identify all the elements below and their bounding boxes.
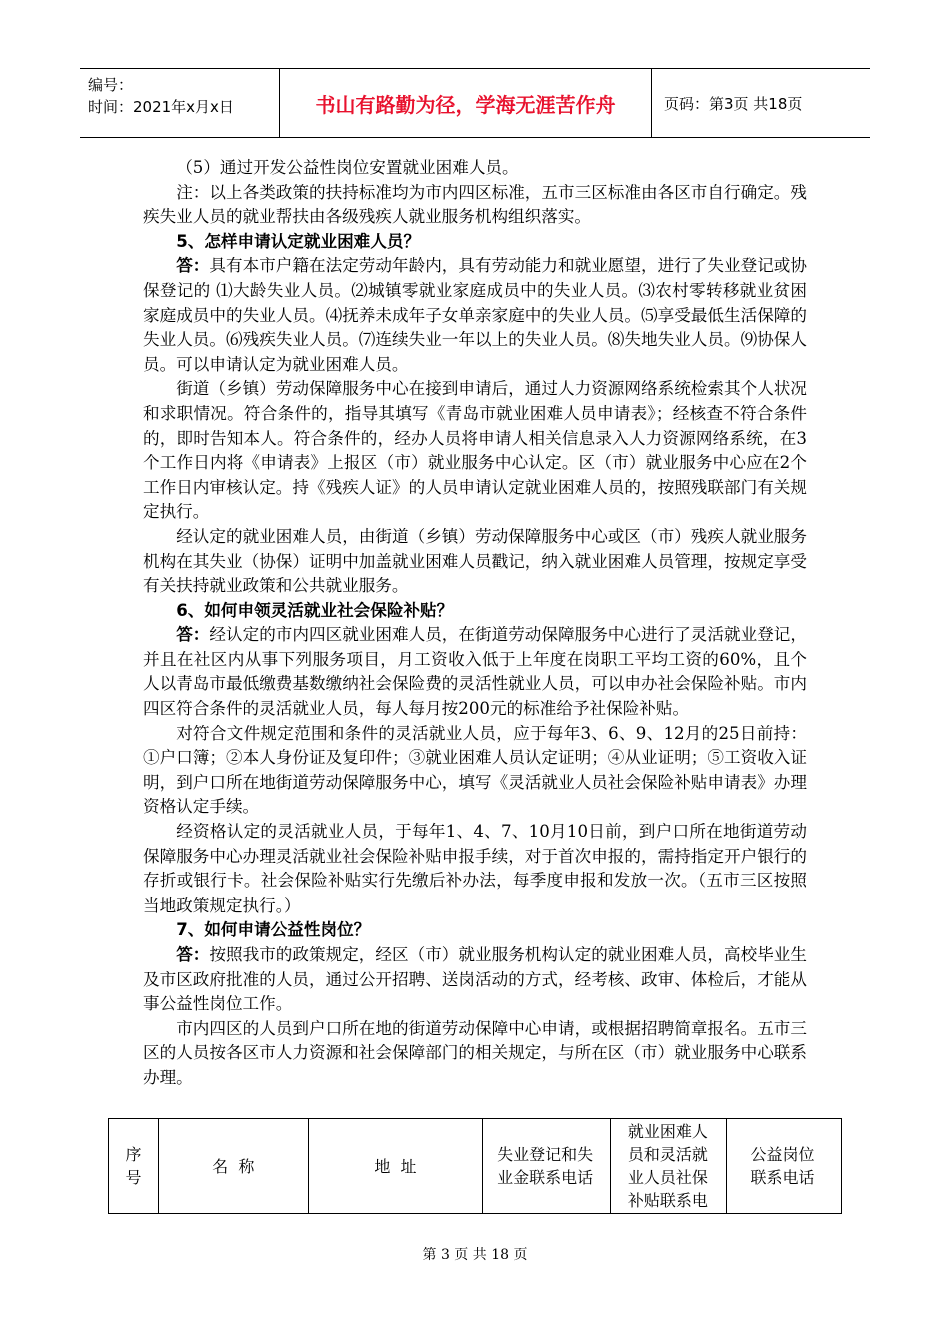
answer-lead: 答： [176,625,210,645]
answer-paragraph [143,623,807,721]
answer-text: 具有本市户籍在法定劳动年龄内，具有劳动能力和就业愿望，进行了失业登记或协保登记的 ⑴大龄失业人员。⑵城镇零就业家庭成员中的失业人员。⑶农村零转移就业贫困家庭成员中的失业人员。⑷抚养未成年子女单亲家庭中的失业人员。⑸享受最低生活保障的失业人员。⑹残疾失业人员。⑺连续失业一年以上的失业人员。⑻失地失业人员。⑼协保人员。可以申请认定为就业困难人员。 [143,256,807,374]
body-paragraph: 街道（乡镇）劳动保障服务中心在接到申请后，通过人力资源网络系统检索其个人状况和求职情况。符合条件的，指导其填写《青岛市就业困难人员申请表》；经核查不符合条件的，即时告知本人。符合条件的，经办人员将申请人相关信息录入人力资源网络系统，在3个工作日内将《申请表》上报区（市）就业服务中心认定。区（市）就业服务中心应在2个工作日内审核认定。持《残疾人证》的人员申请认定就业困难人员的，按照残联部门有关规定执行。 [143,379,807,522]
col-public-post-phone-header: 公益岗位联系电话 [727,1119,842,1214]
contact-table [108,1118,842,1214]
body-paragraph: 经资格认定的灵活就业人员，于每年1、4、7、10月10日前，到户口所在地街道劳动保障服务中心办理灵活就业社会保险补贴申报手续，对于首次申报的，需持指定开户银行的存折或银行卡。社会保险补贴实行先缴后补办法，每季度申报和发放一次。（五市三区按照当地政策规定执行。） [143,822,807,915]
body-paragraph: 注：以上各类政策的扶持标准均为市内四区标准，五市三区标准由各区市自行确定。残疾失业人员的就业帮扶由各级残疾人就业服务机构组织落实。 [143,182,807,227]
body-paragraph: 经认定的就业困难人员，由街道（乡镇）劳动保障服务中心或区（市）残疾人就业服务机构在其失业（协保）证明中加盖就业困难人员戳记，纳入就业困难人员管理，按规定享受有关扶持就业政策和公共就业服务。 [143,526,807,596]
col-subsidy-phone-header: 就业困难人员和灵活就业人员社保补贴联系电 [611,1119,727,1214]
col-address-header: 地 址 [308,1119,483,1214]
header-page-info: 页码：第3页 共18页 [664,94,803,113]
table-header-row [109,1119,842,1214]
page-header [80,68,870,138]
answer-text: 按照我市的政策规定，经区（市）就业服务机构认定的就业困难人员，高校毕业生及市区政府批准的人员，通过公开招聘、送岗活动的方式，经考核、政审、体检后，才能从事公益性岗位工作。 [143,945,807,1014]
answer-text: 经认定的市内四区就业困难人员，在街道劳动保障服务中心进行了灵活就业登记，并且在社区内从事下列服务项目，月工资收入低于上年度在岗职工平均工资的60%，且个人以青岛市最低缴费基数缴纳社会保险费的灵活性就业人员，可以申办社会保险补贴。市内四区符合条件的灵活就业人员，每人每月按200元的标准给予社保险补贴。 [143,625,807,719]
header-motto: 书山有路勤为径，学海无涯苦作舟 [280,69,652,137]
body-paragraph: 市内四区的人员到户口所在地的街道劳动保障中心申请，或根据招聘简章报名。五市三区的人员按各区市人力资源和社会保障部门的相关规定，与所在区（市）就业服务中心联系办理。 [143,1018,807,1087]
document-body [143,156,807,1091]
section-heading: 6、如何申领灵活就业社会保险补贴？ [176,600,454,620]
col-unemployment-phone-header: 失业登记和失业金联系电话 [483,1119,611,1214]
document-time-label: 时间：2021年x月x日 [88,98,234,116]
answer-paragraph [143,254,807,377]
col-name-header: 名 称 [158,1119,308,1214]
header-meta [80,69,280,137]
answer-lead: 答： [176,256,210,276]
page-footer: 第 3 页 共 18 页 [422,1247,528,1263]
document-number-label: 编号： [88,76,134,94]
col-seq-header: 序号 [109,1119,159,1214]
answer-lead: 答： [176,945,210,964]
section-heading: 7、如何申请公益性岗位？ [176,920,371,940]
answer-paragraph [143,943,807,1017]
body-paragraph: 对符合文件规定范围和条件的灵活就业人员，应于每年3、6、9、12月的25日前持：①户口簿；②本人身份证及复印件；③就业困难人员认定证明；④从业证明；⑤工资收入证明，到户口所在地街道劳动保障服务中心，填写《灵活就业人员社会保险补贴申请表》办理资格认定手续。 [143,723,807,817]
body-paragraph: （5）通过开发公益性岗位安置就业困难人员。 [176,158,519,177]
section-heading: 5、怎样申请认定就业困难人员？ [176,231,421,251]
